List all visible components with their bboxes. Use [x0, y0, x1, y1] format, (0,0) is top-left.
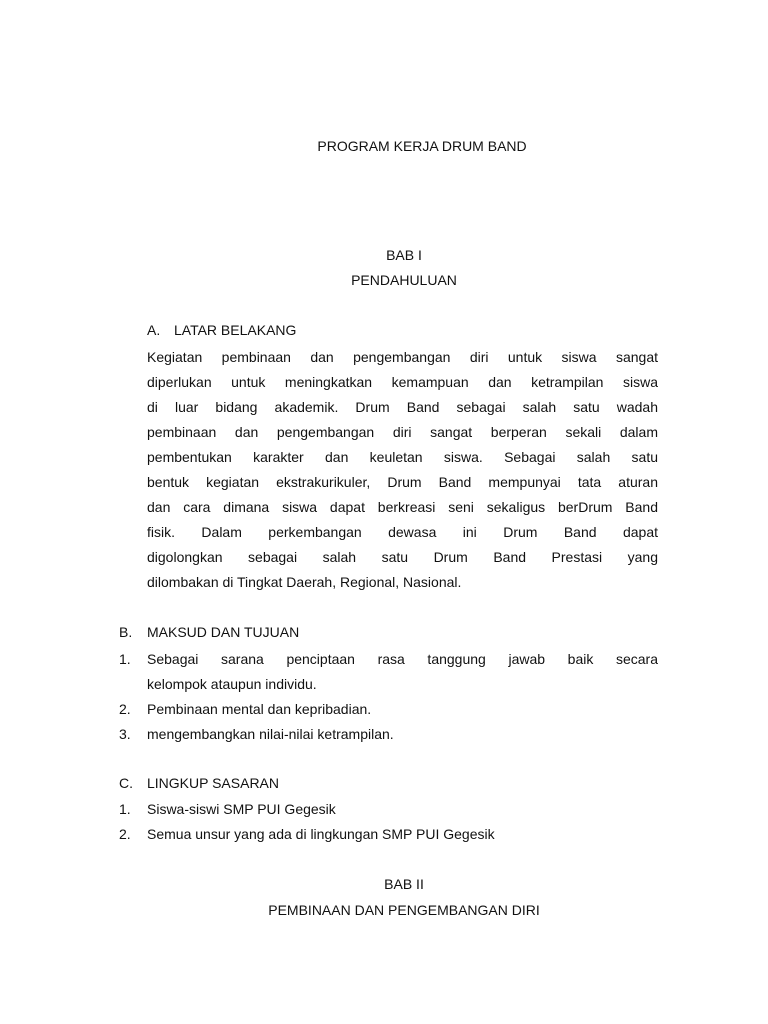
list-item-text: Siswa-siswi SMP PUI Gegesik: [147, 801, 336, 817]
section-c-letter: C.: [119, 775, 133, 791]
list-item: [119, 797, 658, 822]
chapter-2-label: BAB II: [384, 876, 424, 892]
section-a-title: LATAR BELAKANG: [174, 322, 297, 338]
list-item-text: Sebagai sarana penciptaan rasa tanggung jawab baik secara: [147, 651, 658, 667]
section-a-heading: [147, 320, 296, 340]
list-item-text: Semua unsur yang ada di lingkungan SMP PUI Gegesik: [147, 826, 495, 842]
chapter-1-title: PENDAHULUAN: [351, 272, 457, 288]
list-item: [119, 647, 658, 697]
paragraph-line: di luar bidang akademik. Drum Band sebagai salah satu wadah: [147, 399, 658, 415]
document-title: PROGRAM KERJA DRUM BAND: [317, 138, 527, 154]
list-item-number: 3.: [119, 726, 131, 742]
paragraph-line: bentuk kegiatan ekstrakurikuler, Drum Band mempunyai tata aturan: [147, 474, 658, 490]
paragraph-line: dilombakan di Tingkat Daerah, Regional, Nasional.: [147, 574, 462, 590]
paragraph-line: Kegiatan pembinaan dan pengembangan diri untuk siswa sangat: [147, 349, 658, 365]
paragraph-line: fisik. Dalam perkembangan dewasa ini Drum Band dapat: [147, 524, 658, 540]
section-a-paragraph: [147, 345, 658, 595]
list-item-number: 1.: [119, 651, 131, 667]
paragraph-line: digolongkan sebagai salah satu Drum Band Prestasi yang: [147, 549, 658, 565]
section-c-title: LINGKUP SASARAN: [147, 775, 280, 791]
paragraph-line: pembentukan karakter dan keuletan siswa. Sebagai salah satu: [147, 449, 658, 465]
list-item-number: 2.: [119, 826, 131, 842]
chapter-1-label: BAB I: [386, 247, 422, 263]
section-b-heading: [119, 622, 299, 642]
section-b-letter: B.: [119, 624, 133, 640]
section-b-title: MAKSUD DAN TUJUAN: [147, 624, 300, 640]
list-item-number: 2.: [119, 701, 131, 717]
list-item-number: 1.: [119, 801, 131, 817]
chapter-2-title: PEMBINAAN DAN PENGEMBANGAN DIRI: [268, 902, 540, 918]
list-item-text-continued: kelompok ataupun individu.: [147, 676, 317, 692]
paragraph-line: pembinaan dan pengembangan diri sangat berperan sekali dalam: [147, 424, 658, 440]
paragraph-line: diperlukan untuk meningkatkan kemampuan dan ketrampilan siswa: [147, 374, 658, 390]
list-item: [119, 697, 658, 722]
list-item-text: mengembangkan nilai-nilai ketrampilan.: [147, 726, 394, 742]
list-item: [119, 822, 658, 847]
list-item: [119, 722, 658, 747]
list-item-text: Pembinaan mental dan kepribadian.: [147, 701, 372, 717]
section-c-heading: [119, 773, 279, 793]
paragraph-line: dan cara dimana siswa dapat berkreasi seni sekaligus berDrum Band: [147, 499, 658, 515]
section-a-letter: A.: [147, 322, 161, 338]
